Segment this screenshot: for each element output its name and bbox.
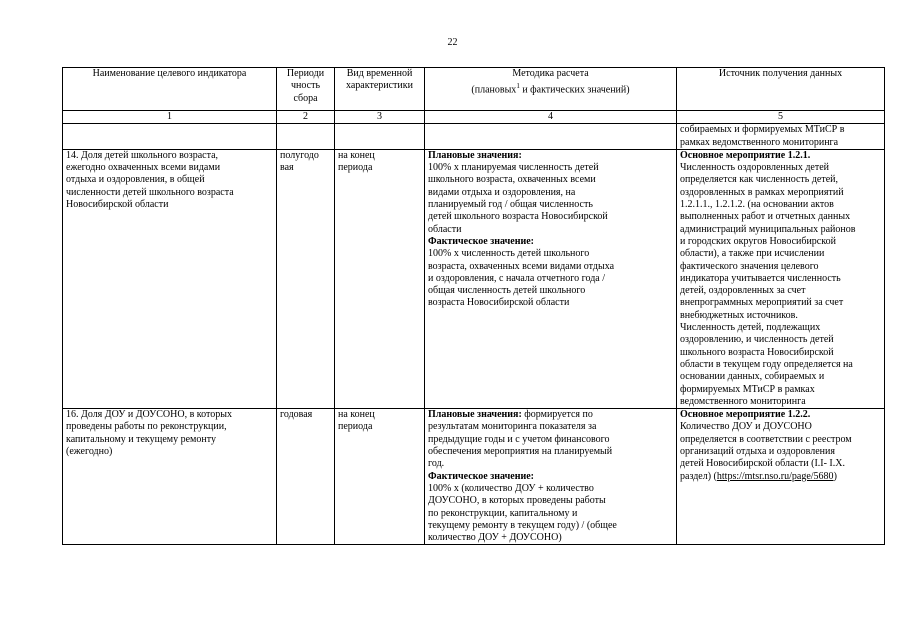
table-row-indicator-14 [63, 149, 885, 408]
header-data-source: Источник получения данных [677, 68, 885, 111]
column-number: 1 [63, 111, 277, 124]
column-number: 2 [277, 111, 335, 124]
table-header-row [63, 68, 885, 111]
fact-label: Фактическое значение: [428, 470, 534, 482]
cell-source-continuation: собираемых и формируемых МТиСР в рамках ведомственного мониторинга [677, 124, 885, 150]
fact-label: Фактическое значение: [428, 235, 534, 247]
main-activity-label: Основное мероприятие 1.2.1. [680, 149, 811, 161]
header-indicator-name: Наименование целевого индикатора [63, 68, 277, 111]
cell-indicator-name: 16. Доля ДОУ и ДОУСОНО, в которых проведены работы по реконструкции, капитальному и текущему ремонту (ежегодно) [63, 409, 277, 545]
cell-empty [277, 124, 335, 150]
cell-data-source: Основное мероприятие 1.2.2. Количество ДОУ и ДОУСОНО определяется в соответствии с реестром организаций отдыха и оздоровления детей Новосибирской области (I.I- I.X. раздел) (https://mtsr.nso.ru/page/5680) [677, 409, 885, 545]
cell-periodicity: полугодо вая [277, 149, 335, 408]
header-calculation-method: Методика расчета (плановых$^1$ и фактических значений) [425, 68, 677, 111]
cell-empty [335, 124, 425, 150]
cell-empty [63, 124, 277, 150]
cell-calculation-method: Плановые значения: 100% x планируемая численность детей школьного возраста, охваченных всеми видами отдыха и оздоровления, на планируемый год / общая численность детей школьного возраста Новосибирской области Фактическое значение: 100% x численность детей школьного возраста, охваченных всеми видами отдыха и оздоровления, с начала отчетного года / общая численность детей школьного возраста Новосибирской области [425, 149, 677, 408]
plan-label: Плановые значения: [428, 409, 522, 421]
header-time-characteristic: Вид временной характеристики [335, 68, 425, 111]
indicator-table [62, 67, 885, 545]
cell-empty [425, 124, 677, 150]
column-number: 4 [425, 111, 677, 124]
column-number: 5 [677, 111, 885, 124]
plan-label: Плановые значения: [428, 149, 522, 161]
cell-periodicity: годовая [277, 409, 335, 545]
table-row-continuation [63, 124, 885, 150]
cell-time-characteristic: на конец периода [335, 149, 425, 408]
cell-indicator-name: 14. Доля детей школьного возраста, ежегодно охваченных всеми видами отдыха и оздоровления, в общей численности детей школьного возраста Новосибирской области [63, 149, 277, 408]
cell-time-characteristic: на конец периода [335, 409, 425, 545]
footnote-mark: 1 [516, 82, 520, 91]
page-number: 22 [447, 37, 458, 48]
source-link[interactable]: https://mtsr.nso.ru/page/5680 [716, 470, 834, 482]
column-number-row [63, 111, 885, 124]
cell-calculation-method: Плановые значения: формируется по результатам мониторинга показателя за предыдущие годы и с учетом финансового обеспечения мероприятия на планируемый год. Фактическое значение: 100% x (количество ДОУ + количество ДОУСОНО, в которых проведены работы по реконструкции, капитальному и текущему ремонту в текущем году) / (общее количество ДОУ + ДОУСОНО) [425, 409, 677, 545]
main-activity-label: Основное мероприятие 1.2.2. [680, 409, 811, 421]
table-row-indicator-16 [63, 409, 885, 545]
cell-data-source: Основное мероприятие 1.2.1. Численность оздоровленных детей определяется как численность детей, оздоровленных в рамках мероприятий 1.2.1.1., 1.2.1.2. (на основании актов выполненных работ и отчетных данных администраций муниципальных районов и городских округов Новосибирской области), а также при исчислении фактического значения целевого индикатора учитывается численность детей, оздоровленных за счет внепрограммных мероприятий за счет внебюджетных источников. Численность детей, подлежащих оздоровлению, и численность детей школьного возраста Новосибирской области в текущем году определяется на основании данных, собираемых и формируемых МТиСР в рамках ведомственного мониторинга [677, 149, 885, 408]
column-number: 3 [335, 111, 425, 124]
header-periodicity: Периоди чность сбора [277, 68, 335, 111]
